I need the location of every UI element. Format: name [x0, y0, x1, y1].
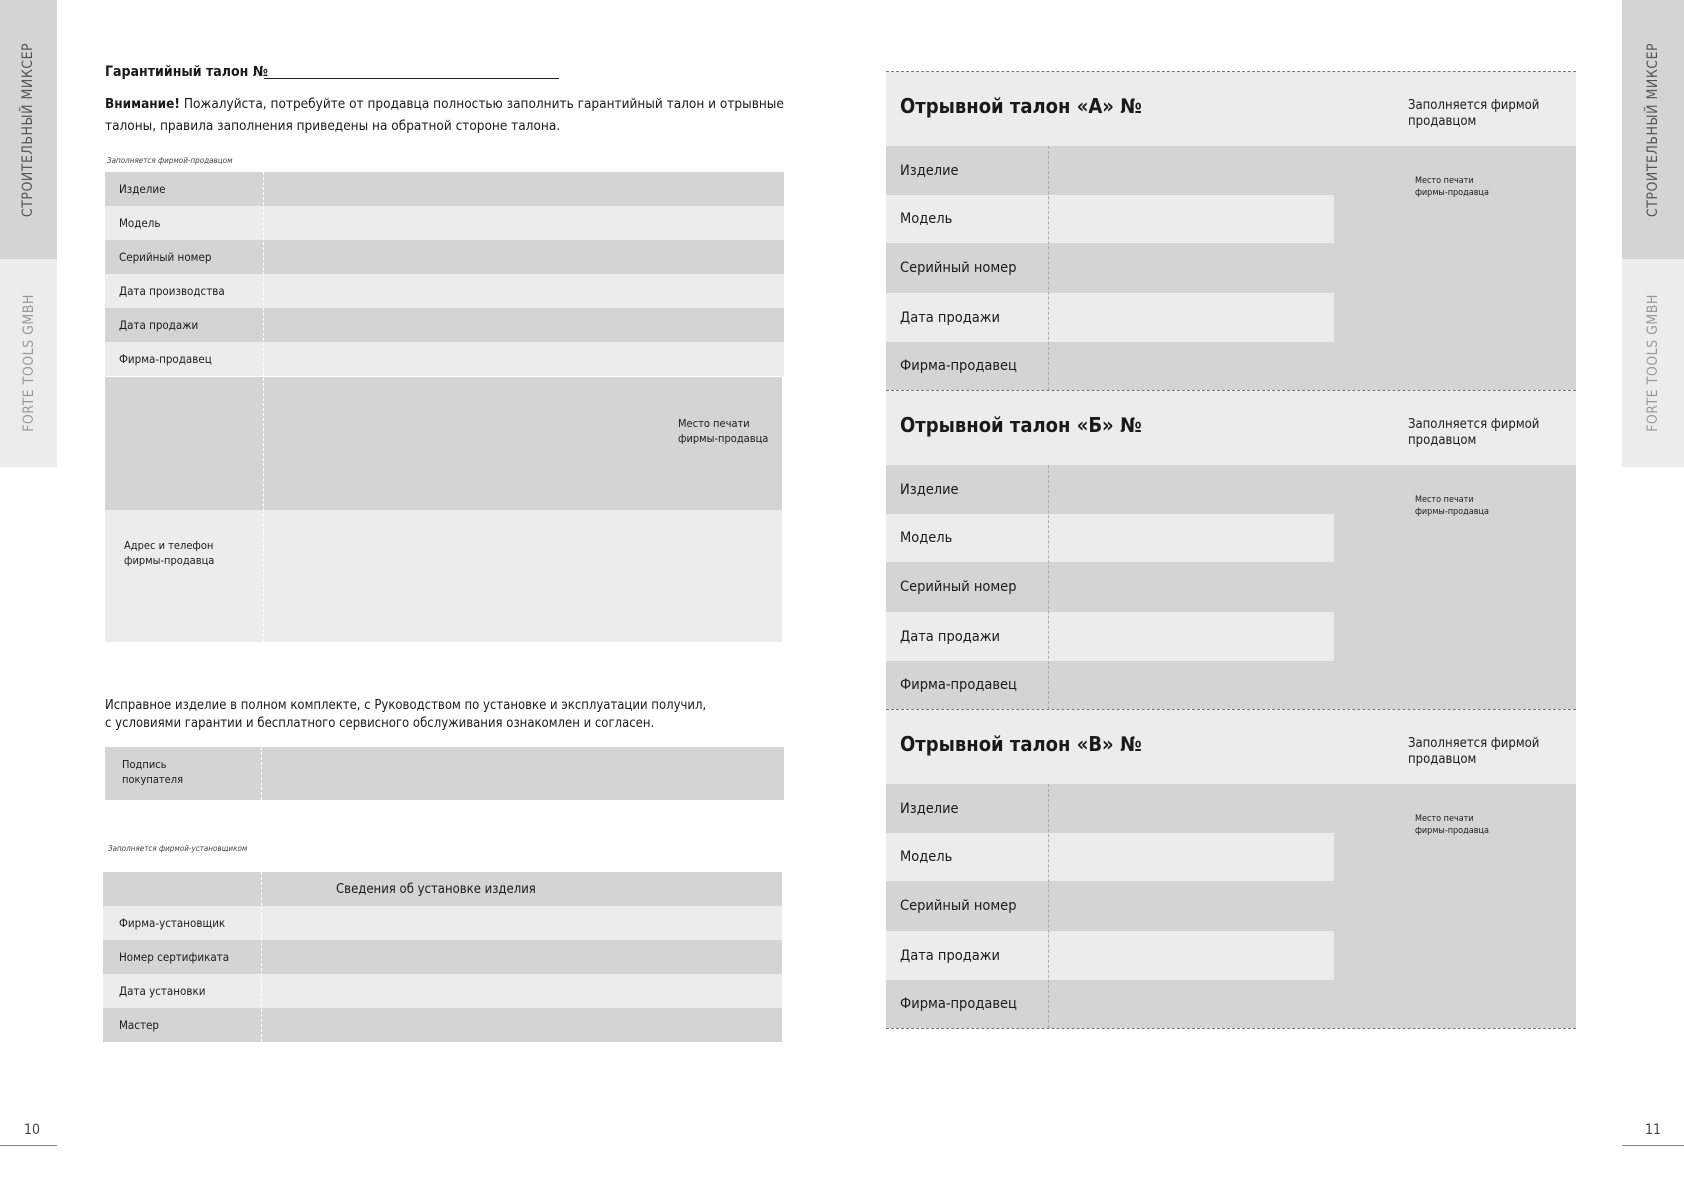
seller-address-line2: фирмы-продавца [124, 554, 215, 567]
buyer-signature-label [122, 757, 183, 787]
coupon-v-row-model[interactable] [886, 833, 1334, 881]
coupon-a-fill-note [1408, 98, 1539, 130]
signature-line1: Подпись [122, 758, 167, 771]
install-label-firm: Фирма-установщик [119, 916, 226, 930]
seller-label-production-date: Дата производства [119, 284, 225, 298]
coupon-v-label-seller: Фирма-продавец [900, 996, 1017, 1012]
coupon-b-fill-line1: Заполняется фирмой [1408, 417, 1540, 432]
coupon-b-title: Отрывной талон «Б» № [900, 413, 1142, 437]
coupon-v-label-sale-date: Дата продажи [900, 947, 1000, 964]
seller-row-model[interactable] [105, 206, 784, 240]
coupon-cut-line-bv [886, 709, 1576, 710]
page-number-left-rule [0, 1145, 57, 1146]
seller-stamp-line1: Место печати [678, 417, 750, 430]
install-label-master: Мастер [119, 1018, 159, 1032]
coupon-v-divider [1048, 784, 1049, 1028]
signature-line2: покупателя [122, 773, 184, 786]
coupon-b-label-product: Изделие [900, 481, 959, 498]
left-tab-brand-text: FORTE TOOLS GMBH [20, 294, 37, 432]
install-label-certificate: Номер сертификата [119, 950, 230, 964]
seller-label-model: Модель [119, 216, 161, 230]
coupon-a-stamp-line2: фирмы-продавца [1415, 188, 1489, 198]
right-tab-brand-text: FORTE TOOLS GMBH [1645, 294, 1661, 432]
install-table-divider [261, 872, 262, 1042]
left-tab-product [0, 0, 57, 259]
signature-divider [261, 747, 262, 800]
install-label-date: Дата установки [119, 984, 206, 998]
seller-label-sale-date: Дата продажи [119, 318, 199, 332]
coupon-a-stamp [1415, 175, 1489, 199]
coupon-a-label-model: Модель [900, 211, 953, 227]
seller-table-divider [263, 172, 264, 642]
coupon-v-label-serial: Серийный номер [900, 898, 1017, 914]
coupon-v-label-model: Модель [900, 849, 953, 865]
seller-stamp-label [678, 416, 768, 446]
receipt-statement [105, 697, 706, 733]
coupon-a-label-serial: Серийный номер [900, 260, 1017, 276]
coupon-v-stamp-line2: фирмы-продавца [1415, 826, 1489, 836]
coupon-a-fill-line2: продавцом [1408, 114, 1477, 129]
coupon-b-fill-line2: продавцом [1408, 433, 1477, 448]
coupon-b-row-model[interactable] [886, 514, 1334, 562]
right-tab-product [1622, 0, 1684, 259]
coupon-cut-line-bottom [886, 1028, 1576, 1029]
seller-row-sale-date[interactable] [105, 308, 784, 342]
right-tab-brand [1622, 259, 1684, 467]
receipt-line1: Исправное изделие в полном комплекте, с Руководством по установке и эксплуатации получил, [105, 698, 707, 713]
coupon-b-stamp [1415, 494, 1489, 518]
attention-label: Внимание! [105, 96, 180, 112]
coupon-a-divider [1048, 146, 1049, 390]
coupon-b-label-sale-date: Дата продажи [900, 628, 1000, 645]
coupon-cut-line-top [886, 71, 1576, 72]
attention-paragraph [105, 93, 805, 137]
coupon-a-stamp-line1: Место печати [1415, 176, 1474, 186]
coupon-cut-line-ab [886, 390, 1576, 391]
warranty-card-title: Гарантийный талон № [105, 64, 268, 80]
page-number-right-rule [1622, 1145, 1684, 1146]
coupon-a-title: Отрывной талон «А» № [900, 94, 1142, 118]
install-row-master[interactable] [103, 1008, 782, 1042]
coupon-v-fill-line2: продавцом [1408, 752, 1477, 767]
coupon-b-label-model: Модель [900, 530, 953, 546]
seller-stamp-line2: фирмы-продавца [678, 432, 769, 445]
seller-address-line1: Адрес и телефон [124, 539, 214, 552]
install-header-label: Сведения об установке изделия [336, 881, 536, 897]
coupon-b-divider [1048, 465, 1049, 709]
installer-note: Заполняется фирмой-установщиком [108, 844, 248, 853]
seller-label-seller-firm: Фирма-продавец [119, 352, 212, 366]
seller-address-area[interactable] [105, 510, 782, 642]
coupon-b-label-seller: Фирма-продавец [900, 677, 1017, 693]
left-tab-brand [0, 259, 57, 467]
seller-row-product[interactable] [105, 172, 784, 206]
coupon-v-stamp-line1: Место печати [1415, 814, 1474, 824]
coupon-v-stamp [1415, 813, 1489, 837]
seller-label-product: Изделие [119, 182, 166, 196]
coupon-b-fill-note [1408, 417, 1539, 449]
page-number-left: 10 [24, 1122, 41, 1138]
left-tab-product-text: СТРОИТЕЛЬНЫЙ МИКСЕР [20, 42, 37, 217]
coupon-v-title: Отрывной талон «В» № [900, 732, 1142, 756]
coupon-b-stamp-line1: Место печати [1415, 495, 1474, 505]
seller-note: Заполняется фирмой-продавцом [107, 156, 233, 165]
coupon-v-label-product: Изделие [900, 800, 959, 817]
seller-label-serial: Серийный номер [119, 250, 212, 264]
coupon-a-label-product: Изделие [900, 162, 959, 179]
coupon-a-fill-line1: Заполняется фирмой [1408, 98, 1540, 113]
seller-address-label [124, 538, 214, 568]
receipt-line2: с условиями гарантии и бесплатного сервисного обслуживания ознакомлен и согласен. [105, 716, 655, 731]
coupon-b-stamp-line2: фирмы-продавца [1415, 507, 1489, 517]
right-tab-product-text: СТРОИТЕЛЬНЫЙ МИКСЕР [1645, 42, 1661, 217]
warranty-number-line[interactable] [264, 78, 559, 79]
coupon-v-fill-note [1408, 736, 1539, 768]
attention-text: Пожалуйста, потребуйте от продавца полностью заполнить гарантийный талон и отрывные талоны, правила заполнения приведены на обратной стороне талона. [105, 96, 784, 134]
buyer-signature-field[interactable] [105, 747, 784, 800]
coupon-v-fill-line1: Заполняется фирмой [1408, 736, 1540, 751]
coupon-a-row-model[interactable] [886, 195, 1334, 243]
coupon-b-label-serial: Серийный номер [900, 579, 1017, 595]
page-number-right: 11 [1645, 1122, 1662, 1138]
coupon-a-label-sale-date: Дата продажи [900, 309, 1000, 326]
coupon-a-label-seller: Фирма-продавец [900, 358, 1017, 374]
